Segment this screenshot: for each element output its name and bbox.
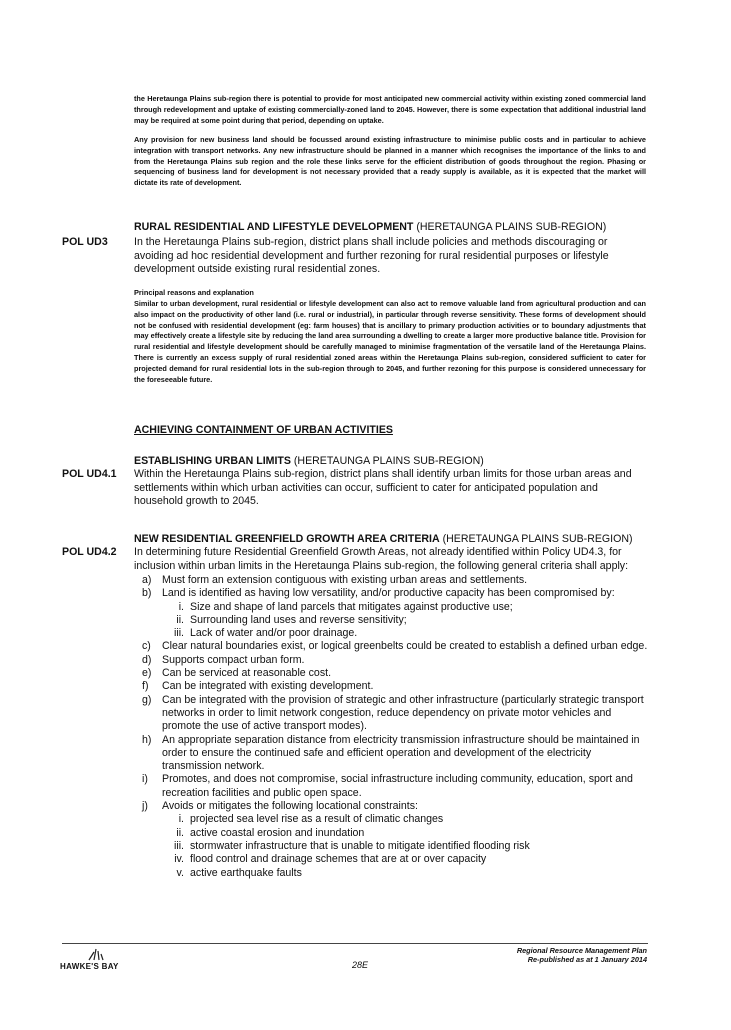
policy-ud42-heading-bold: NEW RESIDENTIAL GREENFIELD GROWTH AREA CRITERIA	[134, 533, 440, 545]
criteria-text: Avoids or mitigates the following locational constraints:	[162, 800, 418, 813]
policy-ud41-text: Within the Heretaunga Plains sub-region, district plans shall identify urban limits for those urban areas and settlements within which urban activities can occur, sufficient to cater for anticipated population and household growth to 2045.	[134, 468, 632, 508]
footer-plan-info	[517, 946, 647, 964]
criteria-item	[142, 694, 648, 734]
policy-ud3-text: In the Heretaunga Plains sub-region, district plans shall include policies and methods discouraging or avoiding ad hoc residential development and further rezoning for rural residential purposes or lifestyle development outside existing rural residential zones.	[134, 236, 609, 276]
sub-item	[162, 827, 648, 840]
intro-paragraph-1: the Heretaunga Plains sub-region there is potential to provide for most anticipated new commercial activity within existing zoned commercial land through redevelopment and uptake of existing commercially-zoned land to 2045. However, there is some expectation that additional industrial land may be required at some point during that period, depending on uptake.	[134, 94, 646, 125]
logo-text: HAWKE'S BAY	[60, 962, 119, 971]
criteria-letter: j)	[142, 800, 148, 813]
criteria-text: Promotes, and does not compromise, social infrastructure including community, education, sport and recreation facilities and public open space.	[162, 773, 633, 799]
sub-item	[162, 853, 648, 866]
sub-number: ii.	[176, 826, 184, 839]
criteria-item	[142, 680, 648, 693]
policy-ud41-heading-plain: (HERETAUNGA PLAINS SUB-REGION)	[290, 455, 484, 467]
plan-title: Regional Resource Management Plan	[516, 946, 647, 955]
logo-mark-icon	[86, 946, 106, 962]
sub-text: projected sea level rise as a result of climatic changes	[190, 813, 444, 826]
policy-ud41-heading-bold: ESTABLISHING URBAN LIMITS	[134, 455, 291, 467]
sub-text: Lack of water and/or poor drainage.	[190, 627, 358, 640]
sub-number: i.	[178, 600, 184, 613]
footer-divider	[62, 943, 648, 944]
sub-text: active coastal erosion and inundation	[190, 826, 365, 839]
sub-item	[162, 614, 648, 627]
sub-text: Size and shape of land parcels that mitigates against productive use;	[190, 600, 513, 613]
sub-item	[162, 840, 648, 853]
sub-text: active earthquake faults	[190, 866, 302, 879]
criteria-text: Supports compact urban form.	[162, 653, 305, 666]
criteria-letter: h)	[142, 733, 152, 746]
criteria-text: Can be integrated with the provision of strategic and other infrastructure (particularly strategic transport networks in order to limit network congestion, reduce dependency on private motor vehicles and promote the use of active transport modes).	[162, 693, 644, 733]
reasons-explanation: Similar to urban development, rural residential or lifestyle development can also act to remove valuable land from agricultural production and can also impact on the productivity of other land (i.e. rural or industrial), in particular through reverse sensitivity. These forms of development should not be confused with residential development (eg: farm houses) that is ancillary to primary production activities or to boundary adjustments that may effectively create a lifestyle site by reducing the land area surrounding a dwelling to create a larger more productive balance title. Provision for rural residential and lifestyle development should be carefully managed to minimise fragmentation of the versatile land of the Heretaunga Plains. There is currently an excess supply of rural residential zoned areas within the Heretaunga Plains sub-region, considered sufficient to cater for projected demand for rural residential lots in the sub-region through to 2045, and further rezoning for this purpose is considered unnecessary for the foreseeable future.	[134, 299, 646, 384]
criteria-text: An appropriate separation distance from electricity transmission infrastructure should be maintained in order to ensure the continued safe and efficient operation and development of the electricity transmission network.	[162, 733, 640, 773]
policy-ud41-heading	[134, 455, 646, 468]
sub-number: iii.	[173, 839, 184, 852]
criteria-letter: g)	[142, 693, 152, 706]
sub-text: flood control and drainage schemes that are at or over capacity	[190, 853, 487, 866]
reasons-title: Principal reasons and explanation	[134, 288, 254, 297]
criteria-letter: b)	[142, 587, 152, 600]
criteria-text: Clear natural boundaries exist, or logical greenbelts could be created to establish a defined urban edge.	[162, 640, 648, 653]
criteria-list	[142, 574, 648, 880]
criteria-text: Can be serviced at reasonable cost.	[162, 667, 332, 680]
policy-ud3-label: POL UD3	[62, 236, 108, 248]
policy-ud41-label: POL UD4.1	[62, 468, 117, 480]
criteria-letter: c)	[142, 640, 151, 653]
criteria-letter: e)	[142, 667, 152, 680]
criteria-letter: f)	[142, 680, 149, 693]
policy-ud42-label: POL UD4.2	[62, 546, 117, 558]
policy-ud3-heading	[134, 221, 646, 234]
sub-number: iii.	[173, 627, 184, 640]
sub-text: Surrounding land uses and reverse sensitivity;	[190, 613, 407, 626]
criteria-item	[142, 587, 648, 640]
page-number: 28E	[352, 960, 369, 970]
section-heading: ACHIEVING CONTAINMENT OF URBAN ACTIVITIES	[134, 424, 393, 436]
criteria-item	[142, 734, 648, 774]
policy-ud42-heading-plain: (HERETAUNGA PLAINS SUB-REGION)	[439, 533, 633, 545]
criteria-item	[142, 773, 648, 800]
criteria-letter: i)	[142, 773, 148, 786]
republished-date: Re-published as at 1 January 2014	[527, 955, 647, 964]
policy-ud42-heading	[134, 533, 646, 546]
policy-ud3-heading-bold: RURAL RESIDENTIAL AND LIFESTYLE DEVELOPMENT	[134, 221, 414, 233]
sub-item	[162, 867, 648, 880]
sub-list-b	[162, 601, 648, 641]
sub-item	[162, 813, 648, 826]
sub-item	[162, 627, 648, 640]
sub-number: ii.	[176, 613, 184, 626]
criteria-text: Land is identified as having low versatility, and/or productive capacity has been compromised by:	[162, 587, 615, 600]
criteria-letter: d)	[142, 653, 152, 666]
sub-number: i.	[178, 813, 184, 826]
policy-ud3-heading-plain: (HERETAUNGA PLAINS SUB-REGION)	[413, 221, 607, 233]
sub-number: v.	[176, 866, 184, 879]
criteria-letter: a)	[142, 574, 152, 586]
sub-list-j	[162, 813, 648, 879]
intro-paragraph-2: Any provision for new business land should be focussed around existing infrastructure to minimise public costs and in particular to achieve integration with transport networks. Any new infrastructure should be planned in a manner which recognises the importance of the links to and from the Heretaunga Plains sub region and the role these links serve for the efficient distribution of goods throughout the region. Phasing or sequencing of business land for development is not necessary provided that a ready supply is available, as it is expected that the market will dictate its rate of development.	[134, 135, 646, 188]
criteria-item	[142, 640, 648, 653]
sub-item	[162, 601, 648, 614]
sub-text: stormwater infrastructure that is unable to mitigate identified flooding risk	[190, 839, 530, 852]
criteria-text: Can be integrated with existing development.	[162, 680, 374, 693]
policy-ud42-text: In determining future Residential Greenfield Growth Areas, not already identified within Policy UD4.3, for inclusion within urban limits in the Heretaunga Plains sub-region, the following general criteria shall apply:	[134, 546, 629, 572]
sub-number: iv.	[174, 853, 184, 866]
hawkes-bay-logo	[60, 946, 130, 974]
criteria-item	[142, 574, 648, 587]
criteria-item	[142, 667, 648, 680]
criteria-item	[142, 800, 648, 880]
criteria-text: Must form an extension contiguous with existing urban areas and settlements.	[162, 574, 528, 586]
criteria-item	[142, 654, 648, 667]
